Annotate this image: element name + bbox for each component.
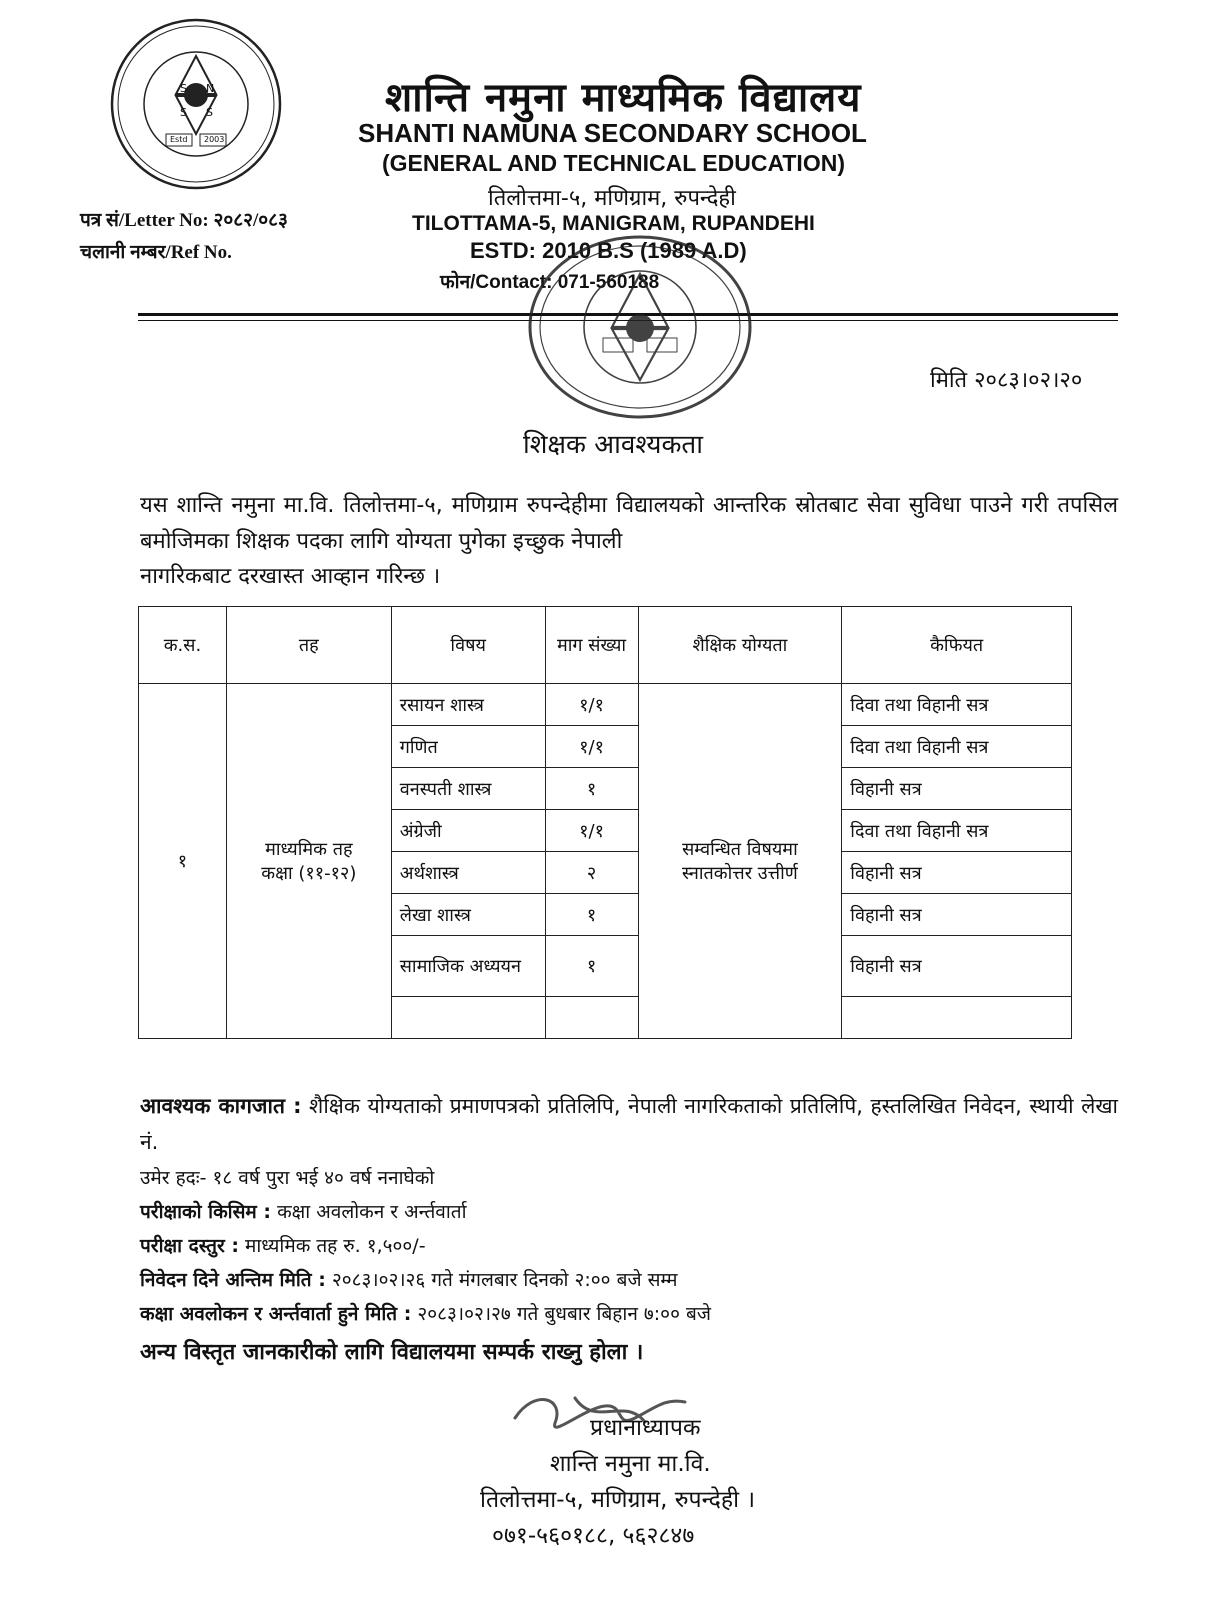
seal-letter: N: [206, 82, 215, 95]
exam-fee-label: परीक्षा दस्तुर :: [140, 1235, 239, 1257]
seal-estd-label: Estd: [170, 135, 188, 144]
signature-school: शान्ति नमुना मा.वि.: [550, 1451, 711, 1477]
contact-phone: फोन/Contact: 071-560188: [440, 272, 660, 293]
established-date: ESTD: 2010 B.S (1989 A.D): [470, 238, 747, 263]
cell-empty: [391, 997, 545, 1039]
cell-qualification: [638, 684, 842, 1039]
seal-estd-year: 2003: [204, 135, 225, 144]
cell-subject: सामाजिक अध्ययन: [391, 936, 545, 997]
qualification-line2: स्नातकोत्तर उत्तीर्ण: [682, 863, 798, 884]
qualification-line1: सम्वन्धित विषयमा: [682, 839, 798, 860]
address-en: TILOTTAMA-5, MANIGRAM, RUPANDEHI: [412, 212, 815, 235]
cell-remark: विहानी सत्र: [842, 894, 1072, 936]
cell-remark: दिवा तथा विहानी सत्र: [842, 726, 1072, 768]
exam-fee: [140, 1232, 1118, 1258]
cell-level: [226, 684, 391, 1039]
cell-demand: १/१: [545, 726, 638, 768]
address-np: तिलोत्तमा-५, मणिग्राम, रुपन्देही: [488, 186, 736, 211]
cell-demand: १/१: [545, 684, 638, 726]
cell-empty: [545, 997, 638, 1039]
notice-intro-last: नागरिकबाट दरखास्त आव्हान गरिन्छ ।: [140, 564, 441, 589]
cell-empty: [842, 997, 1072, 1039]
school-name-np: शान्ति नमुना माध्यमिक विद्यालय: [385, 75, 862, 121]
signature-address: तिलोत्तमा-५, मणिग्राम, रुपन्देही ।: [480, 1487, 756, 1513]
cell-subject: गणित: [391, 726, 545, 768]
cell-remark: दिवा तथा विहानी सत्र: [842, 684, 1072, 726]
notice-intro: यस शान्ति नमुना मा.वि. तिलोत्तमा-५, मणिग्राम रुपन्देहीमा विद्यालयको आन्तरिक स्रोतबाट सेवा सुविधा पाउने गरी तपसिल बमोजिमका शिक्षक पदका लागि योग्यता पुगेका इच्छुक नेपाली: [140, 493, 1118, 554]
cell-subject: लेखा शास्त्र: [391, 894, 545, 936]
header-level: तह: [226, 607, 391, 684]
cell-demand: १: [545, 768, 638, 810]
header-qualification: शैक्षिक योग्यता: [638, 607, 842, 684]
school-subtitle: (GENERAL AND TECHNICAL EDUCATION): [382, 150, 845, 176]
cell-subject: अंग्रेजी: [391, 810, 545, 852]
vacancy-table: [138, 606, 1072, 1039]
level-line1: माध्यमिक तह: [265, 839, 353, 860]
header-sn: क.स.: [139, 607, 227, 684]
interview-label: कक्षा अवलोकन र अर्न्तवार्ता हुने मिति :: [140, 1303, 412, 1325]
seal-letter: S: [206, 106, 213, 119]
header-demand: माग संख्या: [545, 607, 638, 684]
exam-type-value: कक्षा अवलोकन र अर्न्तवार्ता: [277, 1201, 467, 1223]
deadline-label: निवेदन दिने अन्तिम मिति :: [140, 1269, 326, 1291]
documents-label: आवश्यक कागजात :: [140, 1094, 302, 1118]
contact-note: अन्य विस्तृत जानकारीको लागि विद्यालयमा सम्पर्क राख्नु होला ।: [140, 1340, 644, 1365]
cell-remark: विहानी सत्र: [842, 852, 1072, 894]
notice-date: मिति २०८३।०२।२०: [930, 368, 1083, 393]
cell-demand: १: [545, 894, 638, 936]
required-documents: [140, 1088, 1118, 1160]
header-subject: विषय: [391, 607, 545, 684]
cell-demand: १/१: [545, 810, 638, 852]
level-line2: कक्षा (११-१२): [261, 863, 357, 884]
cell-subject: वनस्पती शास्त्र: [391, 768, 545, 810]
signature-block: [480, 1410, 755, 1554]
header-remarks: कैफियत: [842, 607, 1072, 684]
table-header-row: [139, 607, 1072, 684]
signature-phone: ०७१-५६०१८८, ५६२८४७: [492, 1523, 695, 1549]
interview-date: [140, 1300, 1118, 1326]
cell-subject: रसायन शास्त्र: [391, 684, 545, 726]
school-name-en: SHANTI NAMUNA SECONDARY SCHOOL: [358, 118, 867, 148]
reference-number: चलानी नम्बर/Ref No.: [80, 242, 232, 263]
documents-text: शैक्षिक योग्यताको प्रमाणपत्रको प्रतिलिपि, नेपाली नागरिकताको प्रतिलिपि, हस्तलिखित निवेदन, स्थायी लेखा नं.: [140, 1094, 1118, 1154]
signature-title: प्रधानाध्यापक: [590, 1415, 701, 1441]
cell-demand: २: [545, 852, 638, 894]
cell-subject: अर्थशास्त्र: [391, 852, 545, 894]
cell-remark: विहानी सत्र: [842, 768, 1072, 810]
exam-fee-value: माध्यमिक तह रु. १,५००/-: [244, 1235, 426, 1257]
cell-sn: १: [139, 684, 227, 1039]
application-deadline: [140, 1266, 1118, 1292]
exam-type: [140, 1198, 1118, 1224]
deadline-value: २०८३।०२।२६ गते मंगलबार दिनको २:०० बजे सम्म: [331, 1269, 678, 1291]
cell-remark: दिवा तथा विहानी सत्र: [842, 810, 1072, 852]
stamp-seal: [525, 232, 755, 422]
cell-demand: १: [545, 936, 638, 997]
age-limit: उमेर हदः- १८ वर्ष पुरा भई ४० वर्ष ननाघेको: [140, 1167, 435, 1189]
seal-letter: S: [180, 82, 187, 95]
exam-type-label: परीक्षाको किसिम :: [140, 1201, 272, 1223]
cell-remark: विहानी सत्र: [842, 936, 1072, 997]
school-logo-seal: [108, 16, 284, 192]
interview-value: २०८३।०२।२७ गते बुधबार बिहान ७:०० बजे: [417, 1303, 711, 1325]
table-row: [139, 684, 1072, 726]
letter-number: पत्र सं/Letter No: २०८२/०८३: [80, 210, 288, 231]
seal-letter: S: [180, 106, 187, 119]
notice-title: शिक्षक आवश्यकता: [523, 430, 703, 460]
